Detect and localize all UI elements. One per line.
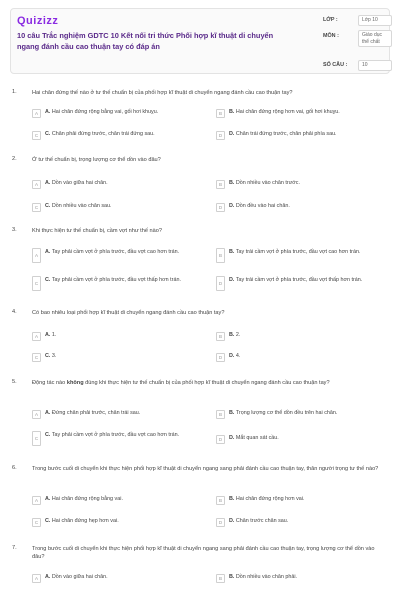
option-box: C (32, 353, 41, 362)
option-text: Mắt quan sát cầu. (235, 435, 279, 441)
option-box: C (32, 276, 41, 291)
question-text: Trong bước cuối di chuyển khi thực hiện phối hợp kĩ thuật di chuyển ngang sang phải đánh cầu cao thuận tay, trọng lượng cơ thể dồn vào đâu? (32, 546, 375, 560)
option-box: D (216, 435, 225, 444)
question-text: Có bao nhiêu loại phối hợp kĩ thuật di chuyển ngang đánh cầu cao thuận tay? (32, 310, 225, 316)
option-text: Chân trái đứng trước, chân phải phía sau. (235, 131, 337, 137)
option-letter: A. (45, 574, 51, 580)
option-letter: C. (45, 277, 51, 283)
option-letter: B. (229, 180, 235, 186)
option-letter: B. (229, 332, 235, 338)
option-letter: A. (45, 496, 51, 502)
option-letter: D. (229, 277, 235, 283)
question-text: Ở tư thế chuẩn bị, trọng lượng cơ thể dồn vào đâu? (32, 157, 161, 163)
option-text: Dồn đều vào hai chân. (235, 203, 290, 209)
option-box: C (32, 431, 41, 446)
question-number: 5. (12, 379, 17, 385)
class-label: LỚP : (323, 17, 338, 23)
option-box: D (216, 353, 225, 362)
option-box: B (216, 332, 225, 341)
option-text: Hai chân đứng rộng bằng vai, gối hơi khuỵu. (51, 109, 159, 115)
option-letter: C. (45, 353, 51, 359)
option-text: Tay trái cầm vợt ở phía trước, đầu vợt thấp hơn trán. (235, 277, 363, 283)
option-text: Tay trái cầm vợt ở phía trước, đầu vợt cao hơn trán. (235, 249, 361, 255)
option-letter: B. (229, 496, 235, 502)
quizizz-logo: Quizizz (17, 15, 59, 27)
option-box: D (216, 203, 225, 212)
option-box: B (216, 574, 225, 583)
option-letter: A. (45, 180, 51, 186)
question-number: 4. (12, 309, 17, 315)
option-letter: D. (229, 435, 235, 441)
option-box: B (216, 109, 225, 118)
option-letter: B. (229, 249, 235, 255)
emphasis-not: không (66, 380, 84, 386)
question-text: Động tác nào không đúng khi thực hiện tư thế chuẩn bị của phối hợp kĩ thuật di chuyển ngang đánh cầu cao thuận tay? (32, 380, 330, 386)
option-box: C (32, 131, 41, 140)
question-text: Khi thực hiện tư thế chuẩn bị, cầm vợt như thế nào? (32, 228, 162, 234)
option-text: Chân trước chân sau. (235, 518, 289, 524)
worksheet-title: 10 câu Trắc nghiệm GDTC 10 Kết nối tri thức Phối hợp kĩ thuật di chuyển ngang đánh cầu cao thuận tay có đáp án (17, 31, 274, 51)
question-number: 2. (12, 156, 17, 162)
option-box: C (32, 203, 41, 212)
option-box: D (216, 276, 225, 291)
option-text: 3. (51, 353, 57, 359)
option-text: Hai chân đứng hẹp hơn vai. (51, 518, 119, 524)
option-text: Tay phải cầm vợt ở phía trước, đầu vợt thấp hơn trán. (51, 277, 181, 283)
option-text: Dồn nhiều vào chân trước. (235, 180, 300, 186)
option-letter: C. (45, 131, 51, 137)
option-letter: C. (45, 518, 51, 524)
option-box: B (216, 410, 225, 419)
option-text: Chân phải đứng trước, chân trái đứng sau. (51, 131, 155, 137)
option-letter: B. (229, 410, 235, 416)
option-box: A (32, 332, 41, 341)
count-label: SỐ CÂU : (323, 62, 348, 68)
option-text: 2. (235, 332, 241, 338)
question-number: 1. (12, 89, 17, 95)
option-text: Hai chân đứng rộng hơn vai. (235, 496, 305, 502)
option-text: Hai chân đứng rộng hơn vai, gối hơi khuỵu. (235, 109, 340, 115)
option-letter: C. (45, 203, 51, 209)
option-box: A (32, 574, 41, 583)
worksheet-header (10, 8, 390, 74)
subject-label: MÔN : (323, 33, 339, 39)
option-text: Dồn nhiều vào chân phải. (235, 574, 298, 580)
option-box: A (32, 410, 41, 419)
option-box: D (216, 518, 225, 527)
option-text: 4. (235, 353, 241, 359)
option-box: B (216, 180, 225, 189)
option-box: A (32, 180, 41, 189)
option-box: B (216, 248, 225, 263)
option-letter: A. (45, 109, 51, 115)
option-box: B (216, 496, 225, 505)
option-box: D (216, 131, 225, 140)
option-text: Hai chân đứng rộng bằng vai. (51, 496, 123, 502)
option-box: A (32, 496, 41, 505)
option-text: 1. (51, 332, 57, 338)
option-letter: D. (229, 518, 235, 524)
class-value: Lớp 10 (358, 15, 392, 26)
option-box: A (32, 248, 41, 263)
option-text: Dồn vào giữa hai chân. (51, 180, 108, 186)
option-letter: D. (229, 203, 235, 209)
option-letter: A. (45, 249, 51, 255)
option-text: Tay phải cầm vợt ở phía trước, đầu vợt cao hơn trán. (51, 432, 180, 438)
option-letter: D. (229, 131, 235, 137)
option-text: Trọng lượng cơ thể dồn đều trên hai chân. (235, 410, 338, 416)
option-letter: B. (229, 574, 235, 580)
option-letter: C. (45, 432, 51, 438)
option-box: C (32, 518, 41, 527)
count-value: 10 (358, 60, 392, 71)
question-number: 6. (12, 465, 17, 471)
option-text: Tay phải cầm vợt ở phía trước, đầu vợt cao hơn trán. (51, 249, 180, 255)
question-number: 7. (12, 545, 17, 551)
question-text: Hai chân đứng thế nào ở tư thế chuẩn bị của phối hợp kĩ thuật di chuyển ngang đánh cầu cao thuận tay? (32, 90, 293, 96)
option-letter: A. (45, 332, 51, 338)
option-text: Dồn nhiều vào chân sau. (51, 203, 112, 209)
option-letter: D. (229, 353, 235, 359)
question-number: 3. (12, 227, 17, 233)
question-text: Trong bước cuối di chuyển khi thực hiện phối hợp kĩ thuật di chuyển ngang sang phải đánh cầu cao thuận tay, thân người trọng tư thế nào? (32, 466, 379, 472)
option-text: Đứng chân phải trước, chân trái sau. (51, 410, 141, 416)
subject-value: Giáo dục thể chất (358, 30, 392, 47)
option-box: A (32, 109, 41, 118)
option-letter: A. (45, 410, 51, 416)
option-text: Dồn vào giữa hai chân. (51, 574, 108, 580)
option-letter: B. (229, 109, 235, 115)
